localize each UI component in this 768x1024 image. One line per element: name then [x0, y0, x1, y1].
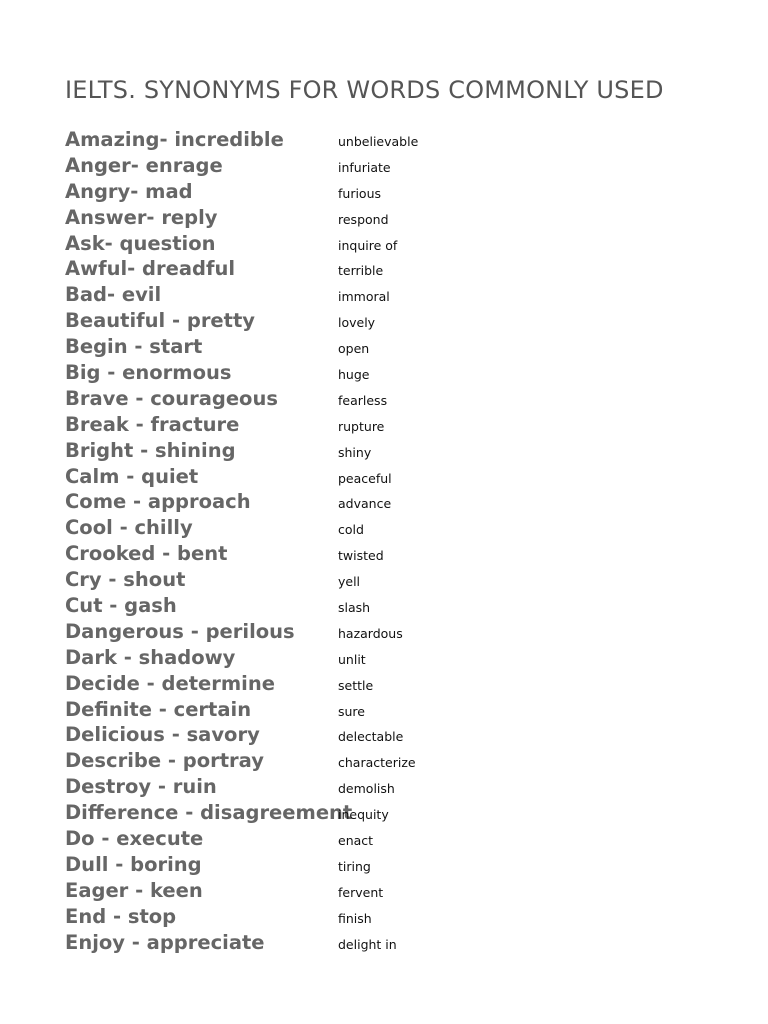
word-pair: Beautiful - pretty: [65, 309, 256, 333]
list-item: [65, 671, 745, 697]
list-item: [65, 489, 745, 515]
extra-synonym: demolish: [338, 781, 395, 797]
list-item: [65, 593, 745, 619]
word-pair: Difference - disagreement: [65, 801, 353, 825]
word-pair: Dangerous - perilous: [65, 619, 295, 643]
extra-synonym: fervent: [338, 884, 384, 900]
word-pair: Answer- reply: [65, 205, 218, 229]
word-pair: Calm - quiet: [65, 464, 199, 488]
word-pair: Amazing- incredible: [65, 128, 284, 151]
word-pair: Awful- dreadful: [65, 257, 236, 281]
word-pair: Anger- enrage: [65, 153, 223, 177]
word-pair: End - stop: [65, 904, 177, 928]
list-item: [65, 878, 745, 904]
list-item: [65, 412, 745, 438]
list-item: [65, 541, 745, 567]
extra-synonym: settle: [338, 677, 374, 693]
extra-synonym: delight in: [338, 936, 397, 952]
list-item: [65, 645, 745, 671]
extra-synonym: enact: [338, 833, 374, 849]
word-pair: Come - approach: [65, 490, 251, 514]
list-item: [65, 360, 745, 386]
extra-synonym: twisted: [338, 548, 384, 564]
extra-synonym: hazardous: [338, 625, 403, 641]
extra-synonym: rupture: [338, 418, 385, 434]
extra-synonym: unlit: [338, 651, 366, 667]
word-pair: Delicious - savory: [65, 723, 260, 747]
word-pair: Dull - boring: [65, 852, 202, 876]
extra-synonym: huge: [338, 367, 370, 383]
list-item: [65, 179, 745, 205]
list-item: [65, 386, 745, 412]
word-pair: Cry - shout: [65, 568, 186, 592]
list-item: [65, 464, 745, 490]
extra-synonym: open: [338, 341, 370, 357]
extra-synonym: advance: [338, 496, 392, 512]
extra-synonym: terrible: [338, 263, 384, 279]
extra-synonym: shiny: [338, 444, 372, 460]
extra-synonym: slash: [338, 600, 371, 616]
extra-synonym: inquire of: [338, 237, 398, 253]
word-pair: Cut - gash: [65, 594, 177, 618]
list-item: [65, 153, 745, 179]
extra-synonym: respond: [338, 211, 389, 227]
extra-synonym: infuriate: [338, 159, 391, 175]
word-pair: Bad- evil: [65, 283, 162, 307]
list-item: [65, 826, 745, 852]
list-item: [65, 904, 745, 930]
extra-synonym: peaceful: [338, 470, 392, 486]
word-pair: Big - enormous: [65, 361, 232, 385]
word-pair: Begin - start: [65, 335, 203, 359]
extra-synonym: fearless: [338, 392, 388, 408]
word-pair: Enjoy - appreciate: [65, 930, 265, 954]
list-item: [65, 722, 745, 748]
list-item: [65, 438, 745, 464]
word-pair: Crooked - bent: [65, 542, 228, 566]
list-item: [65, 697, 745, 723]
word-pair: Describe - portray: [65, 749, 264, 773]
list-item: [65, 800, 745, 826]
word-pair: Decide - determine: [65, 671, 275, 695]
list-item: [65, 308, 745, 334]
word-pair: Do - execute: [65, 827, 204, 851]
word-pair: Dark - shadowy: [65, 645, 236, 669]
word-pair: Bright - shining: [65, 438, 236, 462]
extra-synonym: cold: [338, 522, 364, 538]
word-pair: Brave - courageous: [65, 386, 278, 410]
list-item: [65, 231, 745, 257]
extra-synonym: furious: [338, 185, 382, 201]
extra-synonym: tiring: [338, 858, 371, 874]
list-item: [65, 852, 745, 878]
word-pair: Angry- mad: [65, 179, 193, 203]
extra-synonym: sure: [338, 703, 365, 719]
list-item: [65, 567, 745, 593]
extra-synonym: delectable: [338, 729, 404, 745]
word-pair: Definite - certain: [65, 697, 252, 721]
extra-synonym: yell: [338, 574, 361, 590]
list-item: [65, 334, 745, 360]
list-item: [65, 127, 745, 153]
list-item: [65, 930, 745, 956]
list-item: [65, 256, 745, 282]
extra-synonym: immoral: [338, 289, 390, 305]
word-pair: Eager - keen: [65, 878, 203, 902]
extra-synonym: finish: [338, 910, 372, 926]
extra-synonym: lovely: [338, 315, 376, 331]
list-item: [65, 515, 745, 541]
list-item: [65, 619, 745, 645]
extra-synonym: inequity: [338, 807, 389, 823]
list-item: [65, 205, 745, 231]
page-title: IELTS. SYNONYMS FOR WORDS COMMONLY USED: [65, 76, 664, 104]
list-item: [65, 774, 745, 800]
word-pair: Cool - chilly: [65, 516, 193, 540]
word-pair: Destroy - ruin: [65, 775, 217, 799]
word-pair: Ask- question: [65, 231, 216, 255]
synonym-list: [65, 127, 745, 956]
word-pair: Break - fracture: [65, 412, 240, 436]
list-item: [65, 748, 745, 774]
extra-synonym: unbelievable: [338, 134, 419, 149]
list-item: [65, 282, 745, 308]
extra-synonym: characterize: [338, 755, 416, 771]
